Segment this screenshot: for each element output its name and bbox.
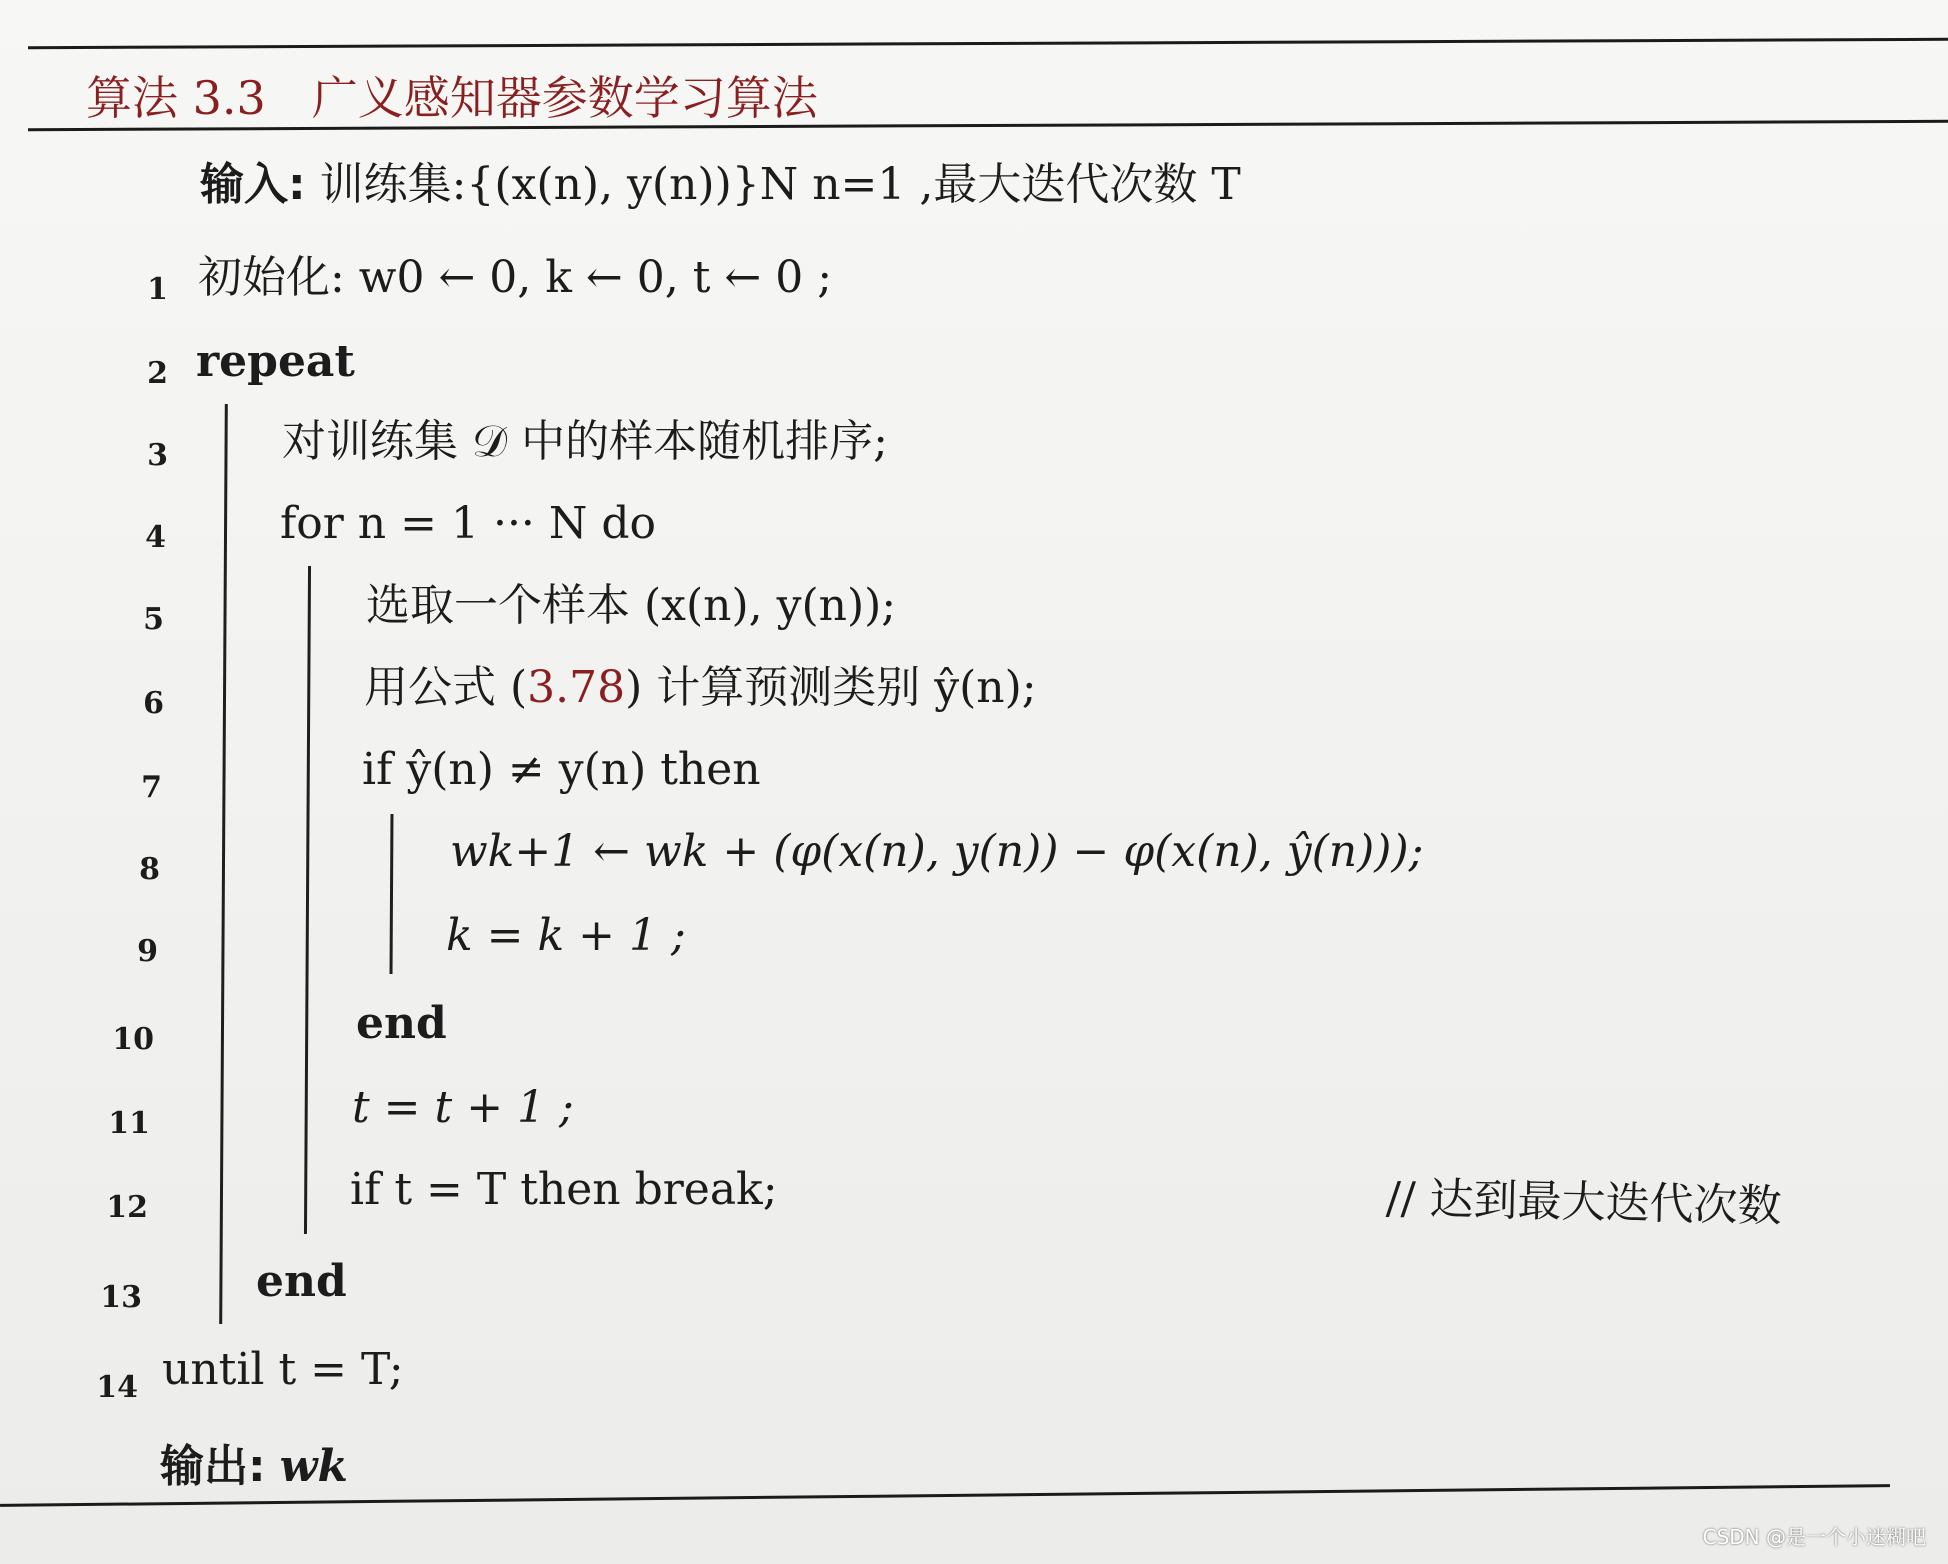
if-scope-bar [390,814,394,974]
line-number-12: 12 [106,1190,148,1225]
line-number-1: 1 [147,272,168,307]
input-label: 输入: [200,159,306,210]
repeat-scope-bar [219,404,228,1324]
line-number-4: 4 [145,520,166,555]
code-line-6-before: 用公式 ( [364,662,528,713]
output-value: wk [279,1441,348,1492]
input-line [200,148,1241,212]
algorithm-title [86,62,818,128]
line-number-8: 8 [139,852,160,887]
algorithm-label: 算法 3.3 [86,71,266,125]
code-line-4: for n = 1 ··· N do [280,498,657,549]
code-line-5: 选取一个样本 (x(n), y(n)); [366,580,897,631]
line-number-7: 7 [141,770,162,805]
comment-text: // 达到最大迭代次数 [1385,1172,1783,1233]
watermark-text: CSDN @是一个小迷糊吧 [1702,1525,1926,1549]
line-number-13: 13 [100,1280,142,1315]
top-rule [28,38,1948,49]
equation-ref: 3.78 [527,662,626,713]
line-number-9: 9 [137,934,158,969]
code-line-12: if t = T then break; [350,1164,778,1215]
code-line-7: if ŷ(n) ≠ y(n) then [362,744,761,795]
code-line-8: wk+1 ← wk + (φ(x(n), y(n)) − φ(x(n), ŷ(n))); [450,826,1424,877]
algorithm-name: 广义感知器参数学习算法 [311,71,818,125]
code-line-10: end [356,998,447,1049]
line-number-10: 10 [112,1022,154,1057]
line-number-2: 2 [147,356,168,391]
code-line-13: end [256,1256,347,1307]
code-line-11: t = t + 1 ; [352,1082,574,1133]
code-line-2: repeat [196,336,355,387]
code-line-9: k = k + 1 ; [446,910,686,961]
code-line-1: 初始化: w0 ← 0, k ← 0, t ← 0 ; [198,252,833,303]
line-number-11: 11 [108,1106,150,1141]
line-number-14: 14 [96,1370,138,1405]
input-text: 训练集:{(x(n), y(n))}N n=1 ,最大迭代次数 T [319,159,1241,210]
code-line-6-after: ) 计算预测类别 ŷ(n); [625,662,1037,713]
output-line [160,1430,348,1494]
code-line-6 [364,662,1037,713]
line-number-5: 5 [143,602,164,637]
code-line-3: 对训练集 𝒟 中的样本随机排序; [282,416,888,467]
output-label: 输出: [160,1441,266,1492]
code-line-14: until t = T; [162,1344,404,1395]
for-scope-bar [304,566,311,1234]
line-number-6: 6 [143,686,164,721]
line-number-3: 3 [147,438,168,473]
